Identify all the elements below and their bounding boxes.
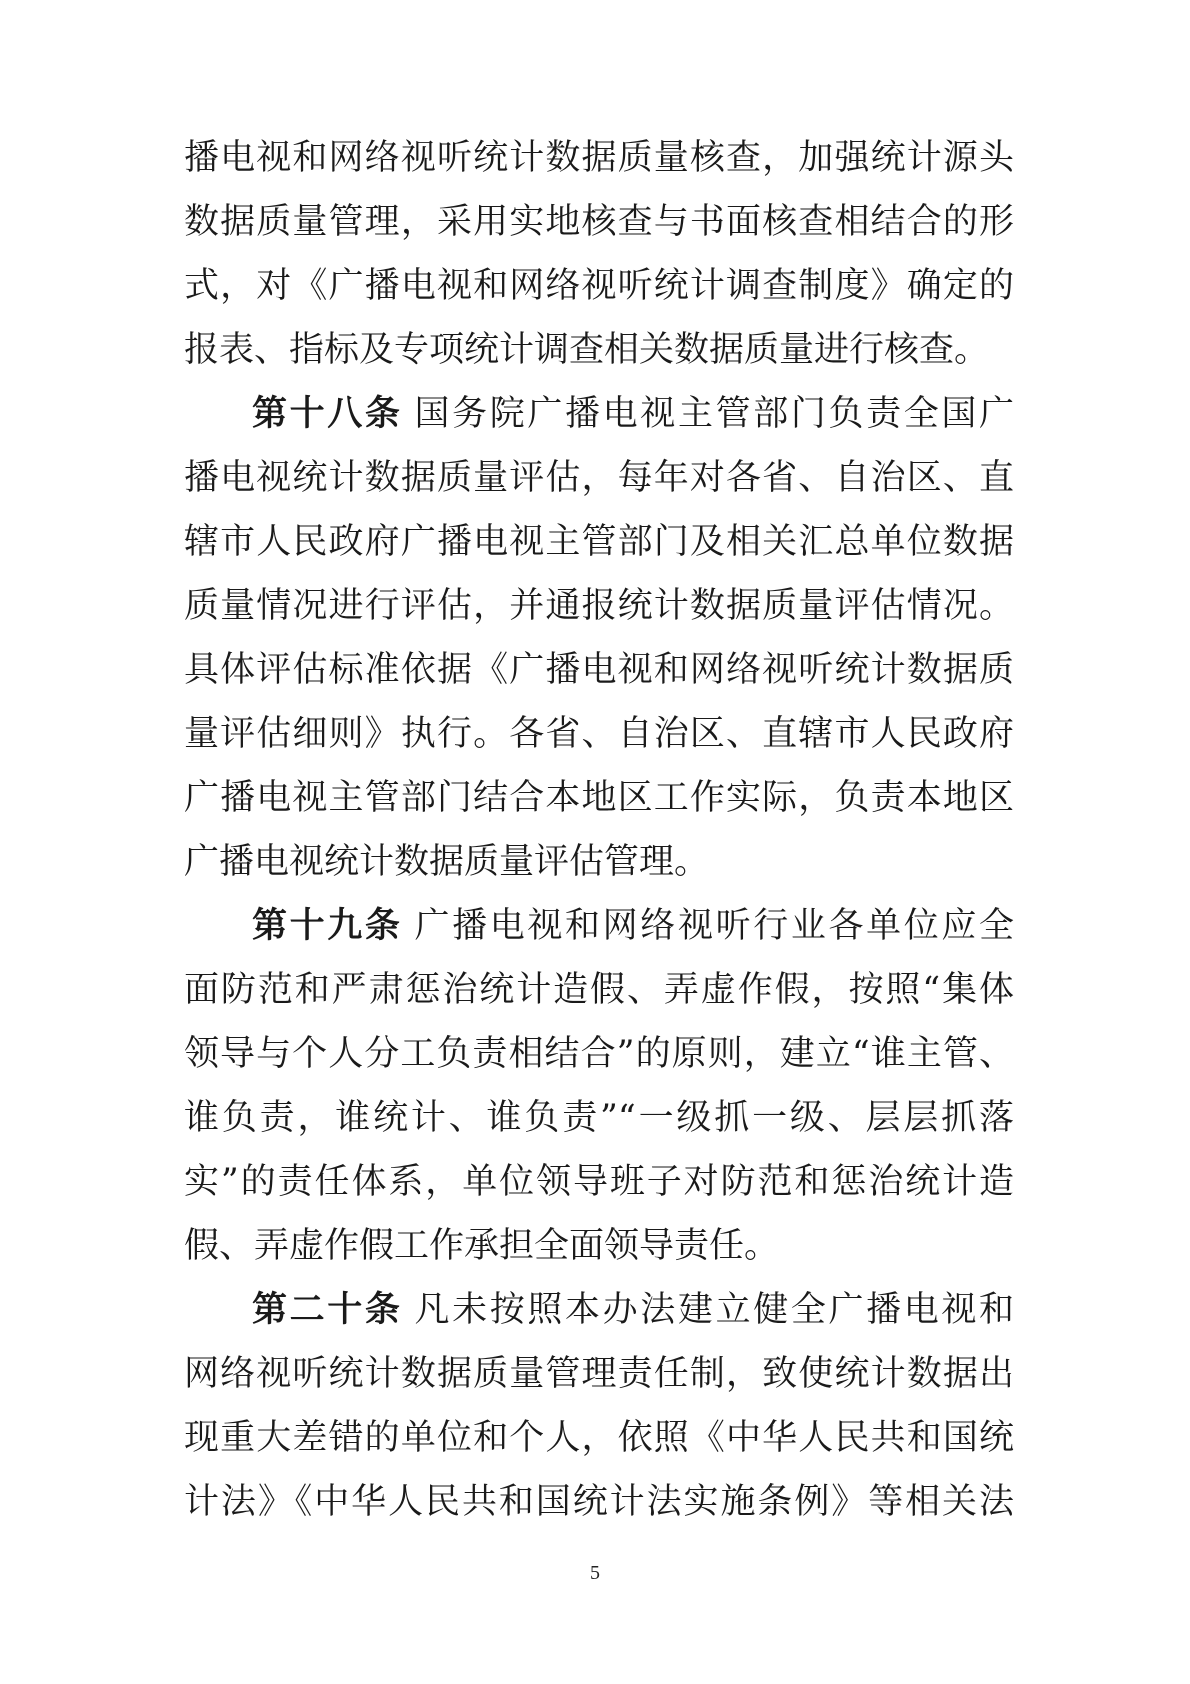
text-line: 领导与个人分工负责相结合”的原则，建立“谁主管、 [184, 1034, 1014, 1074]
article-text: 国务院广播电视主管部门负责全国广 [414, 394, 1014, 434]
text-line: 具体评估标准依据《广播电视和网络视听统计数据质 [184, 650, 1014, 690]
text-line: 广播电视统计数据质量评估管理。 [184, 842, 710, 882]
text-line: 量评估细则》执行。各省、自治区、直辖市人民政府 [184, 714, 1014, 754]
text-line: 计法》《中华人民共和国统计法实施条例》等相关法 [184, 1482, 1014, 1522]
paragraph-continuation [184, 126, 1014, 382]
article-18 [184, 382, 1014, 894]
text-line: 质量情况进行评估，并通报统计数据质量评估情况。 [184, 586, 1014, 626]
text-line: 现重大差错的单位和个人，依照《中华人民共和国统 [184, 1418, 1014, 1458]
text-line: 式，对《广播电视和网络视听统计调查制度》确定的 [184, 266, 1014, 306]
body-text [184, 126, 1014, 1534]
text-line: 数据质量管理，采用实地核查与书面核查相结合的形 [184, 202, 1014, 242]
text-line: 面防范和严肃惩治统计造假、弄虚作假，按照“集体 [184, 970, 1014, 1010]
text-line: 播电视和网络视听统计数据质量核查，加强统计源头 [184, 138, 1014, 178]
article-text: 凡未按照本办法建立健全广播电视和 [414, 1290, 1014, 1330]
text-line: 谁负责，谁统计、谁负责”“一级抓一级、层层抓落 [184, 1098, 1014, 1138]
text-line: 假、弄虚作假工作承担全面领导责任。 [184, 1226, 780, 1266]
text-line [184, 1278, 1014, 1342]
text-line: 报表、指标及专项统计调查相关数据质量进行核查。 [184, 330, 990, 370]
article-label: 第二十条 [252, 1290, 403, 1330]
text-line: 播电视统计数据质量评估，每年对各省、自治区、直 [184, 458, 1014, 498]
article-label: 第十八条 [252, 394, 403, 434]
article-text: 广播电视和网络视听行业各单位应全 [414, 906, 1014, 946]
article-label: 第十九条 [252, 906, 403, 946]
text-line: 网络视听统计数据质量管理责任制，致使统计数据出 [184, 1354, 1014, 1394]
text-line [184, 382, 1014, 446]
text-line: 实”的责任体系，单位领导班子对防范和惩治统计造 [184, 1162, 1014, 1202]
text-line: 辖市人民政府广播电视主管部门及相关汇总单位数据 [184, 522, 1014, 562]
article-19 [184, 894, 1014, 1278]
page-number: 5 [590, 1562, 600, 1584]
article-20 [184, 1278, 1014, 1534]
text-line [184, 894, 1014, 958]
text-line: 广播电视主管部门结合本地区工作实际，负责本地区 [184, 778, 1014, 818]
